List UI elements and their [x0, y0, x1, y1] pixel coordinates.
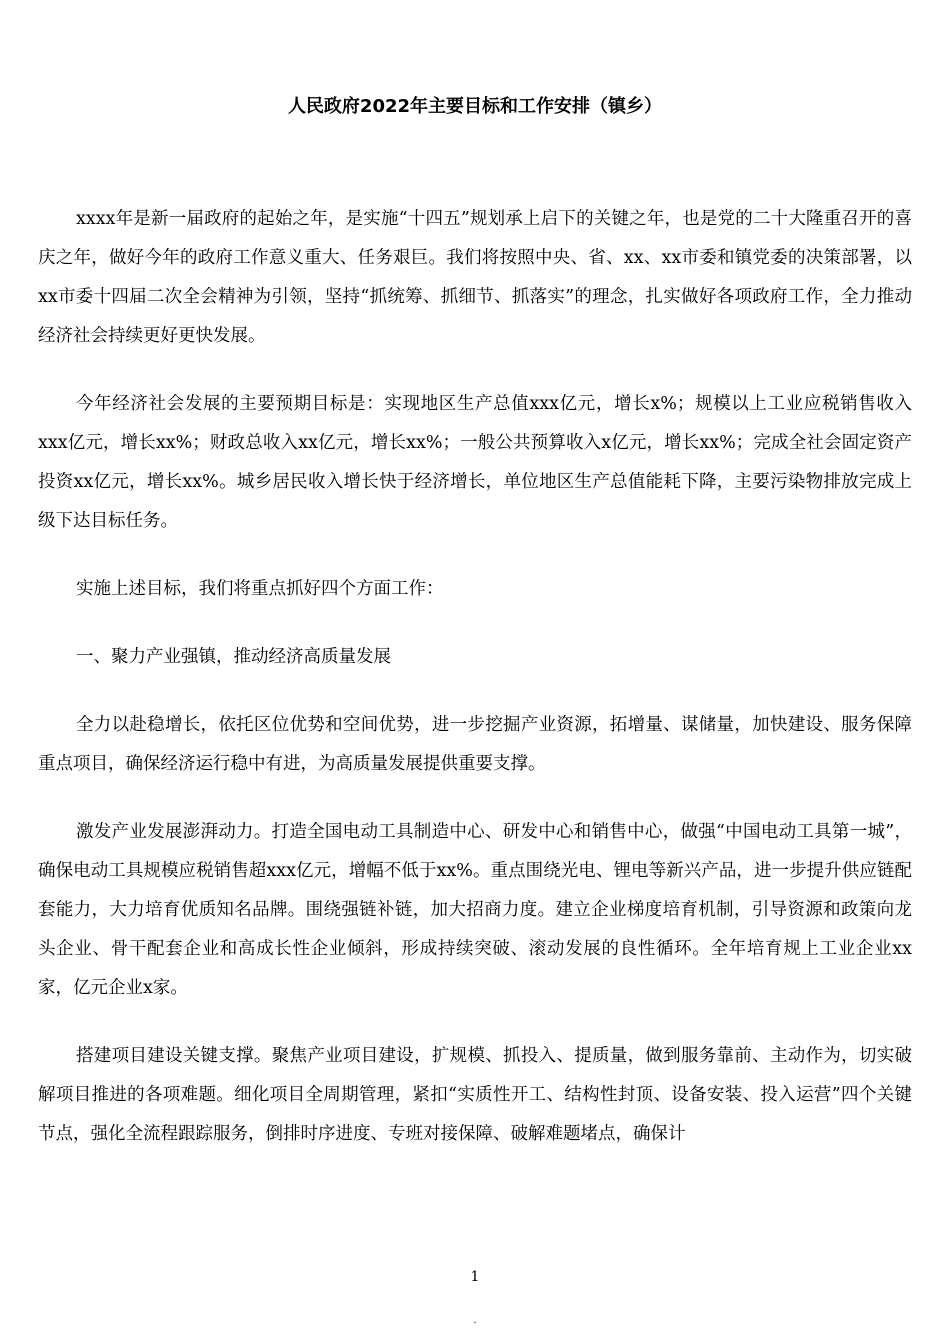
paragraph-four-tasks: 实施上述目标，我们将重点抓好四个方面工作：: [76, 579, 444, 599]
paragraph-targets: 今年经济社会发展的主要预期目标是：实现地区生产总值xxx亿元，增长x%；规模以上工业应税销售收入xxx亿元，增长xx%；财政总收入xx亿元，增长xx%；一般公共预算收入x亿元，增长xx%；完成全社会固定资产投资xx亿元，增长xx%。城乡居民收入增长快于经济增长，单位地区生产总值能耗下降，主要污染物排放完成上级下达目标任务。: [38, 394, 912, 531]
page-number: 1: [470, 1269, 480, 1285]
footer-mark: .: [473, 1315, 477, 1326]
section-heading-1: 一、聚力产业强镇，推动经济高质量发展: [76, 647, 391, 667]
paragraph-project-support: 搭建项目建设关键支撑。聚焦产业项目建设，扩规模、抓投入、提质量，做到服务靠前、主动作为，切实破解项目推进的各项难题。细化项目全周期管理，紧扣“实质性开工、结构性封顶、设备安装、投入运营”四个关键节点，强化全流程跟踪服务，倒排时序进度、专班对接保障、破解难题堵点，确保计: [38, 1046, 912, 1144]
paragraph-stable-growth: 全力以赴稳增长，依托区位优势和空间优势，进一步挖掘产业资源，拓增量、谋储量，加快建设、服务保障重点项目，确保经济运行稳中有进，为高质量发展提供重要支撑。: [38, 715, 912, 774]
paragraph-industry-momentum: 激发产业发展澎湃动力。打造全国电动工具制造中心、研发中心和销售中心，做强“中国电动工具第一城”，确保电动工具规模应税销售超xxx亿元，增幅不低于xx%。重点围绕光电、锂电等新兴产品，进一步提升供应链配套能力，大力培育优质知名品牌。围绕强链补链，加大招商力度。建立企业梯度培育机制，引导资源和政策向龙头企业、骨干配套企业和高成长性企业倾斜，形成持续突破、滚动发展的良性循环。全年培育规上工业企业xx家，亿元企业x家。: [38, 822, 912, 998]
document-title: 人民政府2022年主要目标和工作安排（镇乡）: [287, 96, 663, 117]
document-body: [38, 200, 912, 1183]
paragraph-intro: xxxx年是新一届政府的起始之年，是实施“十四五”规划承上启下的关键之年，也是党的二十大隆重召开的喜庆之年，做好今年的政府工作意义重大、任务艰巨。我们将按照中央、省、xx、xx市委和镇党委的决策部署，以xx市委十四届二次全会精神为引领，坚持“抓统筹、抓细节、抓落实”的理念，扎实做好各项政府工作，全力推动经济社会持续更好更快发展。: [38, 209, 912, 346]
